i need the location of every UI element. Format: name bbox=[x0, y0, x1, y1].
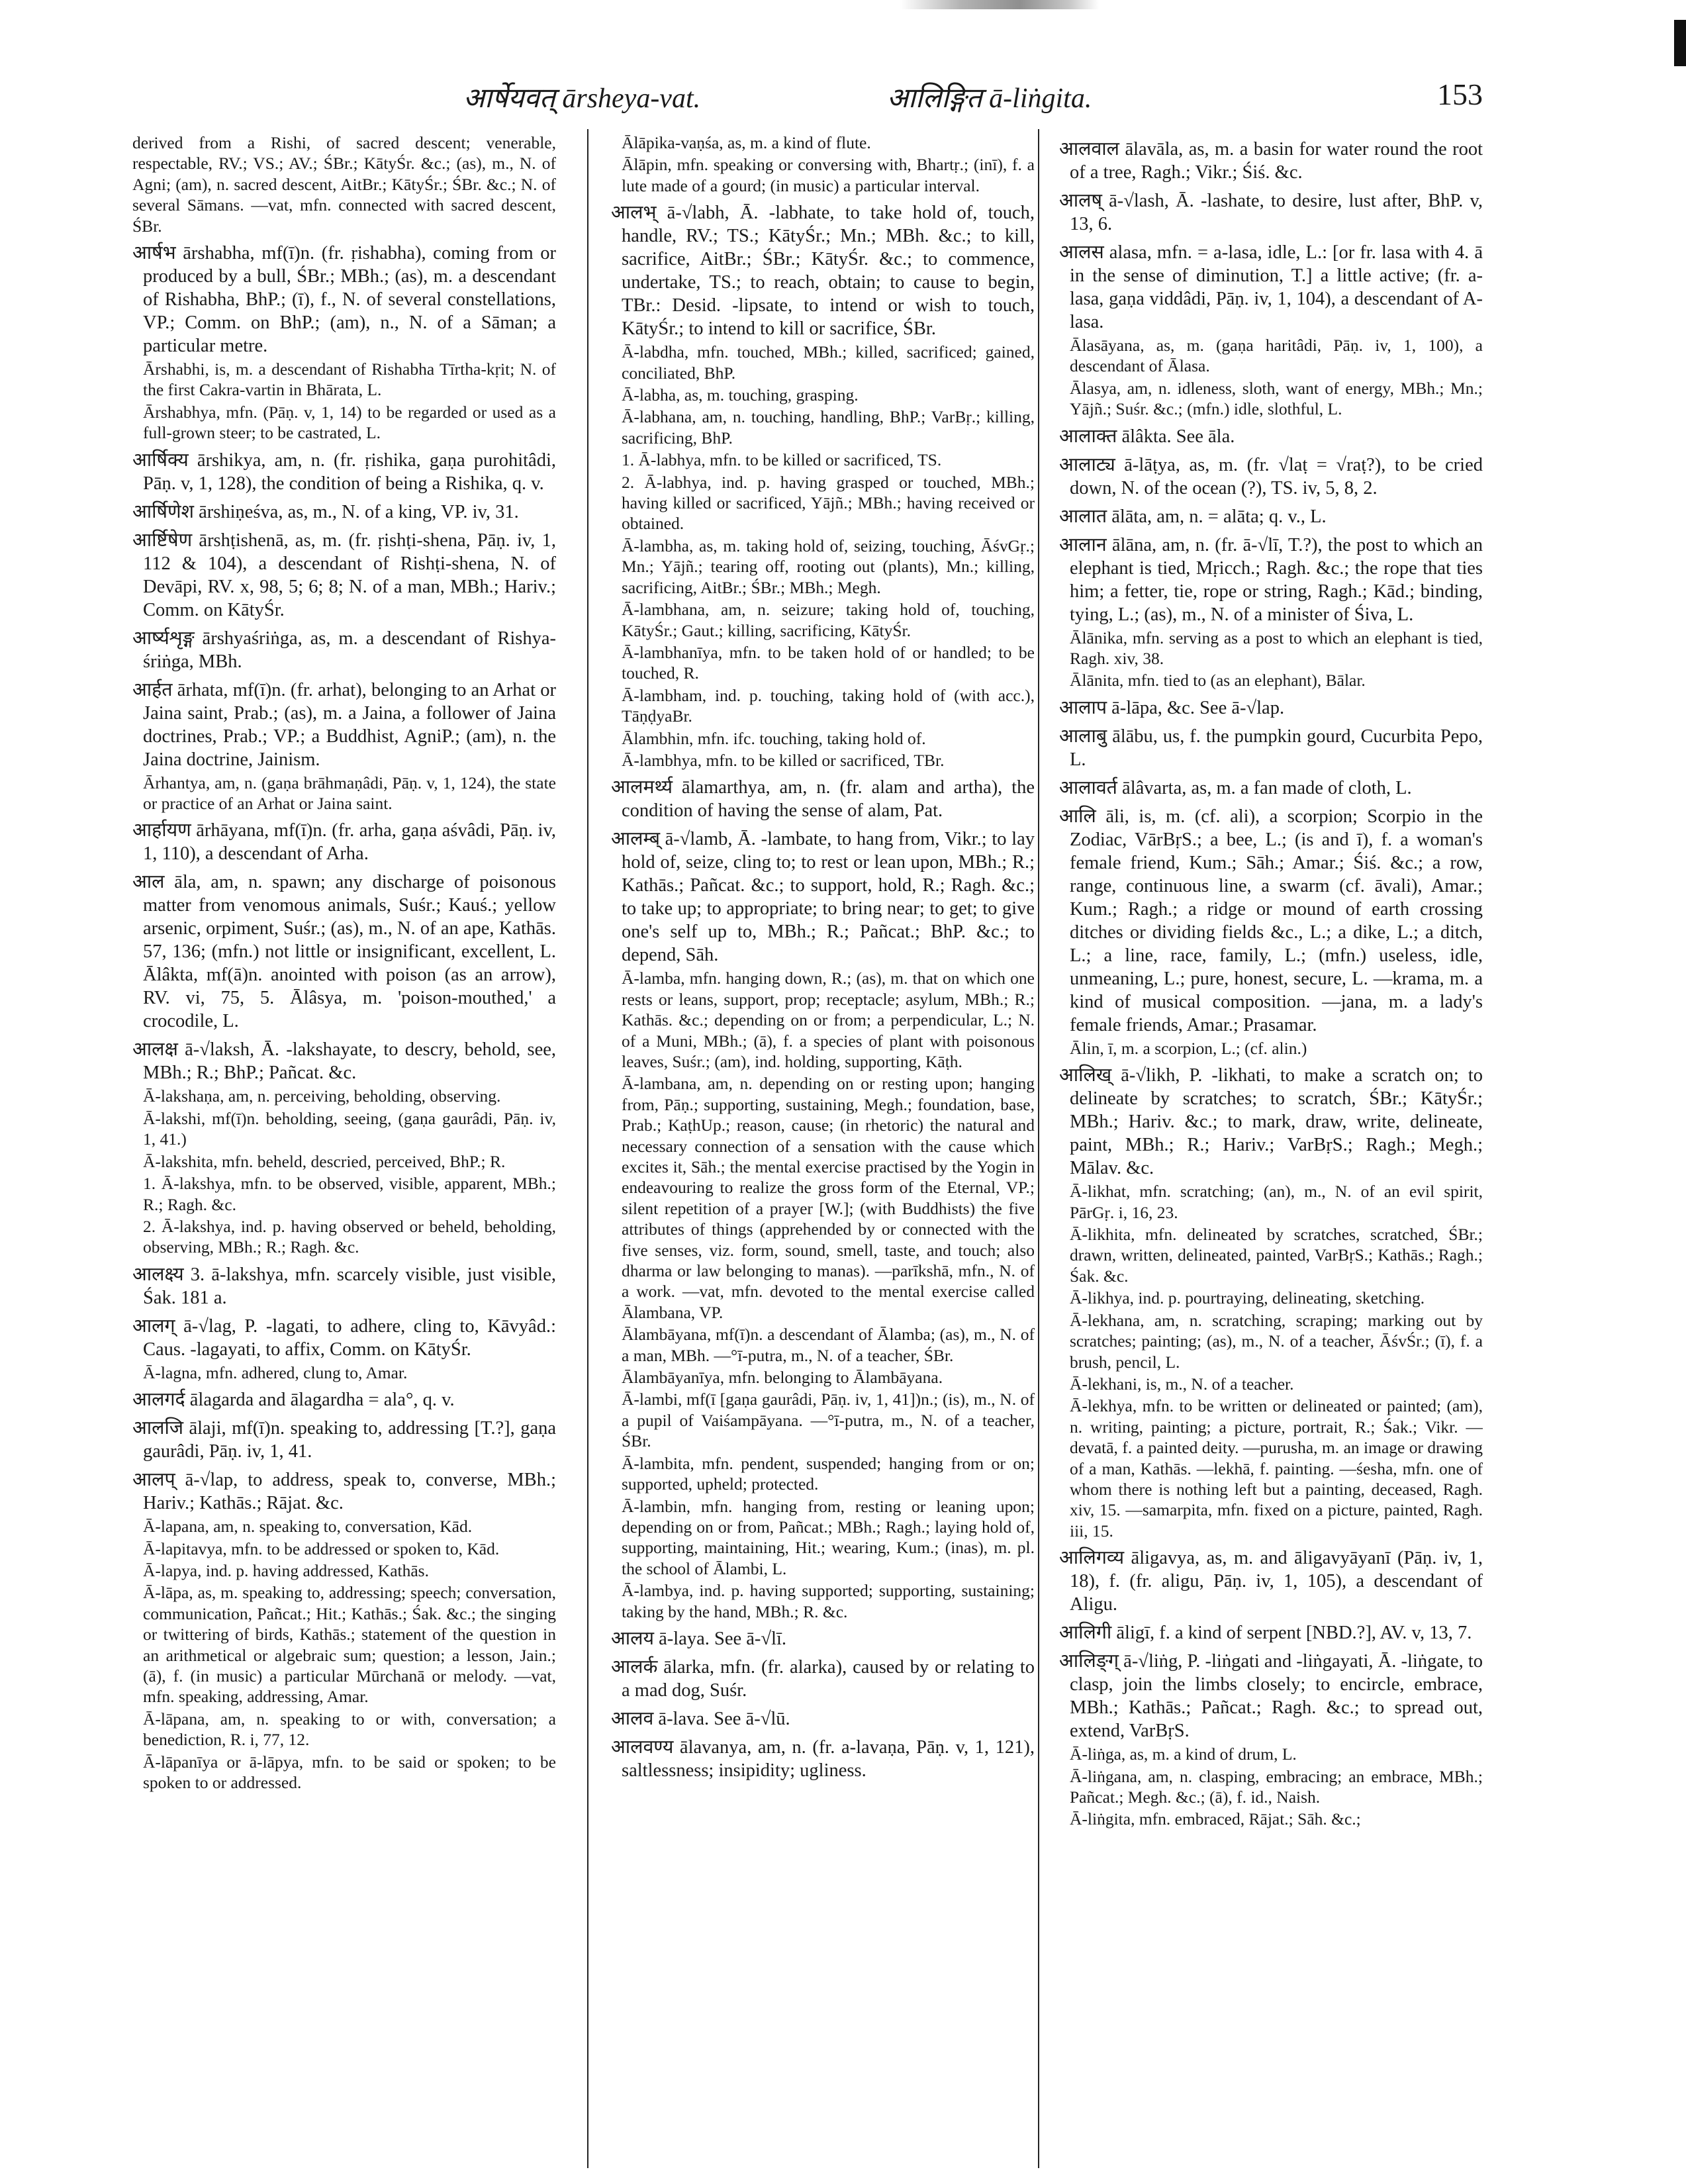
dictionary-entry: आर्ष्यशृङ्ग ārshyaśriṅga, as, m. a descendant of Rishya-śriṅga, MBh. bbox=[132, 628, 556, 672]
dictionary-subentry: Ā-labha, as, m. touching, grasping. bbox=[622, 385, 859, 405]
dictionary-entry: आलर्क ālarka, mfn. (fr. alarka), caused by or relating to a mad dog, Suśr. bbox=[611, 1656, 1035, 1701]
dictionary-subentry: 1. Ā-lakshya, mfn. to be observed, visible, apparent, MBh.; R.; Ragh. &c. bbox=[143, 1174, 556, 1214]
column-1 bbox=[132, 132, 556, 2165]
dictionary-subentry: Ā-lakshita, mfn. beheld, descried, perceived, BhP.; R. bbox=[143, 1151, 506, 1171]
dictionary-entry: आलात ālāta, am, n. = alāta; q. v., L. bbox=[1059, 506, 1327, 527]
dictionary-subentry: Ā-lamba, mfn. hanging down, R.; (as), m. that on which one rests or leans, support, prop; receptacle; asylum, MBh.; R.; Kathās. &c.; depending on or from; a perpendicular, L.; N. of a Muni, MBh.; (ā), f. a species of plant with poisonous leaves, Suśr.; (am), ind. holding, supporting, Kāṭh. bbox=[622, 969, 1035, 1071]
dictionary-entry: आलप् ā-√lap, to address, speak to, converse, MBh.; Hariv.; Kathās.; Rājat. &c. bbox=[132, 1470, 556, 1514]
dictionary-subentry: Ālānika, mfn. serving as a post to which an elephant is tied, Ragh. xiv, 38. bbox=[1070, 628, 1483, 669]
dictionary-entry: आलस alasa, mfn. = a-lasa, idle, L.: [or fr. lasa with 4. ā in the sense of diminution, T.] a little active; (fr. a-lasa, gaṇa viddâdi, Pāṇ. iv, 1, 104), a descendant of A-lasa. bbox=[1059, 242, 1483, 332]
dictionary-entry: आलावर्त ālâvarta, as, m. a fan made of cloth, L. bbox=[1059, 777, 1412, 798]
dictionary-entry: आलवण्य ālavanya, am, n. (fr. a-lavaṇa, Pāṇ. v, 1, 121), saltlessness; insipidity; ugliness. bbox=[611, 1736, 1035, 1781]
dictionary-entry: आलष् ā-√lash, Ā. -lashate, to desire, lust after, BhP. v, 13, 6. bbox=[1059, 191, 1483, 234]
dictionary-subentry: Ā-lambin, mfn. hanging from, resting or leaning upon; depending on or from, Pañcat.; MBh.; Ragh.; laying hold of, supporting, maintaining, Hit.; wearing, Kum.; (inas), m. pl. the school of Ālambi, L. bbox=[622, 1496, 1035, 1578]
dictionary-subentry: 2. Ā-lakshya, ind. p. having observed or beheld, beholding, observing, MBh.; R.; Ragh. &c. bbox=[143, 1216, 556, 1257]
dictionary-subentry: Ārhantya, am, n. (gaṇa brāhmaṇâdi, Pāṇ. v, 1, 124), the state or practice of an Arhat or Jaina saint. bbox=[143, 773, 556, 814]
dictionary-subentry: Ārshabhya, mfn. (Pāṇ. v, 1, 14) to be regarded or used as a full-grown steer; to be castrated, L. bbox=[143, 402, 556, 443]
dictionary-subentry: Ā-liṅgita, mfn. embraced, Rājat.; Sāh. &c.; bbox=[1070, 1809, 1361, 1829]
dictionary-entry: आलान ālāna, am, n. (fr. ā-√lī, T.?), the post to which an elephant is tied, Mṛicch.; Ragh. &c.; the rope that ties him; a fetter, tie, rope or string, Ragh.; Kād.; binding, tying, L.; (as), m., N. of a minister of Śiva, L. bbox=[1059, 534, 1483, 625]
dictionary-subentry: Ā-likhat, mfn. scratching; (an), m., N. of an evil spirit, PārGṛ. i, 16, 23. bbox=[1070, 1182, 1483, 1222]
dictionary-entry: आलजि ālaji, mf(ī)n. speaking to, addressing [T.?], gaṇa gaurâdi, Pāṇ. iv, 1, 41. bbox=[132, 1418, 556, 1462]
dictionary-subentry: Ā-liṅga, as, m. a kind of drum, L. bbox=[1070, 1744, 1297, 1764]
dictionary-subentry: Ā-labdha, mfn. touched, MBh.; killed, sacrificed; gained, conciliated, BhP. bbox=[622, 342, 1035, 383]
dictionary-subentry: Ā-lapana, am, n. speaking to, conversation, Kād. bbox=[143, 1517, 473, 1537]
dictionary-subentry: Ā-lakshaṇa, am, n. perceiving, beholding, observing. bbox=[143, 1086, 501, 1106]
dictionary-entry: आलि āli, is, m. (cf. ali), a scorpion; Scorpio in the Zodiac, VārBṛS.; a bee, L.; (is and ī), f. a woman's female friend, Kum.; Sāh.; Amar.; Śiś. &c.; a row, range, continuous line, a swarm (cf. āvali), Amar.; Kum.; Ragh.; a ridge or mound of earth crossing ditches or dividing fields &c., L.; a dike, L.; a ditch, L.; a line, race, family, L.; (mfn.) useless, idle, unmeaning, L.; pure, honest, secure, L. —krama, m. a kind of musical composition. —jana, m. a lady's female friends, Amar.; Prasamar. bbox=[1059, 806, 1483, 1035]
dictionary-subentry: Ālasāyana, as, m. (gaṇa haritâdi, Pāṇ. iv, 1, 100), a descendant of Ālasa. bbox=[1070, 336, 1483, 376]
dictionary-subentry: Ā-lāpana, am, n. speaking to or with, conversation; a benediction, R. i, 77, 12. bbox=[143, 1709, 556, 1750]
dictionary-subentry: Ā-lambita, mfn. pendent, suspended; hanging from or on; supported, upheld; protected. bbox=[622, 1453, 1035, 1494]
right-running-headword: आलिङ्गित ā-liṅgita. bbox=[887, 83, 1092, 114]
dictionary-subentry: Ā-lambhanīya, mfn. to be taken hold of or handled; to be touched, R. bbox=[622, 642, 1035, 683]
dictionary-entry: आलभ् ā-√labh, Ā. -labhate, to take hold of, touch, handle, RV.; TS.; KātyŚr.; Mn.; MBh. &c.; to kill, sacrifice, AitBr.; ŚBr.; KātyŚr. &c.; to commence, undertake, TS.; to reach, obtain; to cause to begin, TBr.: Desid. -lipsate, to intend or wish to touch, KātyŚr.; to intend to kill or sacrifice, ŚBr. bbox=[611, 203, 1035, 340]
dictionary-subentry: Ā-liṅgana, am, n. clasping, embracing; an embrace, MBh.; Pañcat.; Megh. &c.; (ā), f. id., Naish. bbox=[1070, 1766, 1483, 1807]
dictionary-entry: आलय ā-laya. See ā-√lī. bbox=[611, 1628, 786, 1649]
dictionary-subentry: Ālasya, am, n. idleness, sloth, want of energy, MBh.; Mn.; Yājñ.; Suśr. &c.; (mfn.) idle, slothful, L. bbox=[1070, 378, 1483, 419]
dictionary-subentry: Ālambāyanīya, mfn. belonging to Ālambāyana. bbox=[622, 1368, 943, 1388]
dictionary-subentry: Ālāpin, mfn. speaking or conversing with, Bhartṛ.; (inī), f. a lute made of a gourd; (in music) a particular interval. bbox=[622, 155, 1035, 195]
column-divider bbox=[587, 129, 588, 2168]
column-2 bbox=[611, 132, 1035, 2165]
dictionary-entry: आलमर्थ्य ālamarthya, am, n. (fr. alam and artha), the condition of having the sense of alam, Pat. bbox=[611, 777, 1035, 822]
dictionary-entry: आलिख् ā-√likh, P. -likhati, to make a scratch on; to delineate by scratches; to scratch, ŚBr.; KātyŚr.; MBh.; Hariv. &c.; to mark, draw, write, delineate, paint, MBh.; R.; Hariv.; VarBṛS.; Ragh.; Megh.; Mālav. &c. bbox=[1059, 1065, 1483, 1179]
dictionary-entry: आलवाल ālavāla, as, m. a basin for water round the root of a tree, Ragh.; Vikr.; Śiś. &c. bbox=[1059, 139, 1483, 183]
dictionary-subentry: Ā-lambi, mf(ī [gaṇa gaurâdi, Pāṇ. iv, 1, 41])n.; (is), m., N. of a pupil of Vaiśampāyana. —°ī-putra, m., N. of a teacher, ŚBr. bbox=[622, 1390, 1035, 1451]
dictionary-entry: आलाबु ālābu, us, f. the pumpkin gourd, Cucurbita Pepo, L. bbox=[1059, 726, 1483, 770]
dictionary-entry: आलिङ्ग् ā-√liṅg, P. -liṅgati and -liṅgayati, Ā. -liṅgate, to clasp, join the limbs closely; to encircle, embrace, MBh.; Kathās.; Pañcat.; Ragh. &c.; to spread out, extend, VarBṛS. bbox=[1059, 1651, 1483, 1742]
page-edge-mark bbox=[1674, 20, 1686, 66]
dictionary-entry: आर्हत ārhata, mf(ī)n. (fr. arhat), belonging to an Arhat or Jaina saint, Prab.; (as), m. a Jaina, a follower of Jaina doctrines, Prab.; VP.; a Buddhist, AgniP.; (am), n. the Jaina doctrine, Jainism. bbox=[132, 679, 556, 770]
dictionary-entry: आर्षिक्य ārshikya, am, n. (fr. ṛishika, gaṇa purohitâdi, Pāṇ. v, 1, 128), the condition of being a Rishika, q. v. bbox=[132, 450, 556, 494]
dictionary-entry: आलगर्द ālagarda and ālagardha = ala°, q. v. bbox=[132, 1390, 455, 1411]
dictionary-entry: आलिगी āligī, f. a kind of serpent [NBD.?], AV. v, 13, 7. bbox=[1059, 1623, 1472, 1644]
dictionary-subentry: Ā-lāpanīya or ā-lāpya, mfn. to be said or spoken; to be spoken to or addressed. bbox=[143, 1752, 556, 1792]
dictionary-subentry: Ā-labhana, am, n. touching, handling, BhP.; VarBṛ.; killing, sacrificing, BhP. bbox=[622, 407, 1035, 448]
dictionary-subentry: Ā-lambham, ind. p. touching, taking hold of (with acc.), TāṇḍyaBr. bbox=[622, 685, 1035, 726]
dictionary-subentry: Ā-lagna, mfn. adhered, clung to, Amar. bbox=[143, 1362, 408, 1382]
dictionary-subentry: Ā-lambhana, am, n. seizure; taking hold of, touching, KātyŚr.; Gaut.; killing, sacrificing, KātyŚr. bbox=[622, 600, 1035, 640]
dictionary-entry: आलाक्त ālâkta. See āla. bbox=[1059, 426, 1235, 447]
dictionary-subentry: Ā-lambhya, mfn. to be killed or sacrificed, TBr. bbox=[622, 750, 945, 770]
column-divider bbox=[1038, 129, 1039, 2168]
column-3 bbox=[1059, 132, 1483, 2165]
dictionary-subentry: Ā-lapya, ind. p. having addressed, Kathās. bbox=[143, 1560, 429, 1580]
dictionary-subentry: Ālambāyana, mf(ī)n. a descendant of Ālamba; (as), m., N. of a man, MBh. —°ī-putra, m., N. of a teacher, ŚBr. bbox=[622, 1325, 1035, 1365]
dictionary-entry: आर्हायण ārhāyana, mf(ī)n. (fr. arha, gaṇa aśvâdi, Pāṇ. iv, 1, 110), a descendant of Arha. bbox=[132, 820, 556, 865]
dictionary-subentry: Ā-lāpa, as, m. speaking to, addressing; speech; conversation, communication, Pañcat.; Hit.; Kathās.; Śak. &c.; the singing or twittering of birds, Kathās.; statement of the question in an arithmetical or algebraic sum; question; a lesson, Jain.; (ā), f. (in music) a particular Mūrchanā or melody. —vat, mfn. speaking, addressing, Amar. bbox=[143, 1583, 556, 1707]
dictionary-subentry: Ā-lakshi, mf(ī)n. beholding, seeing, (gaṇa gaurâdi, Pāṇ. iv, 1, 41.) bbox=[143, 1108, 556, 1149]
dictionary-subentry: 2. Ā-labhya, ind. p. having grasped or touched, MBh.; having killed or sacrificed, Yājñ.; MBh.; having received or obtained. bbox=[622, 472, 1035, 534]
dictionary-subentry: Ā-lekhana, am, n. scratching, scraping; marking out by scratches; painting; (as), m., N. of a teacher, ĀśvŚr.; (ī), f. a brush, pencil, L. bbox=[1070, 1310, 1483, 1372]
dictionary-entry: आलव ā-lava. See ā-√lū. bbox=[611, 1708, 790, 1729]
page-number: 153 bbox=[1437, 77, 1483, 111]
dictionary-subentry: Ālin, ī, m. a scorpion, L.; (cf. alin.) bbox=[1070, 1038, 1307, 1058]
dictionary-entry: आलग् ā-√lag, P. -lagati, to adhere, cling to, Kāvyâd.: Caus. -lagayati, to affix, Comm. on KātyŚr. bbox=[132, 1315, 556, 1360]
dictionary-entry: आलम्ब् ā-√lamb, Ā. -lambate, to hang from, Vikr.; to lay hold of, seize, cling to; to rest or lean upon, MBh.; R.; Kathās.; Pañcat. &c.; to support, hold, R.; Ragh. &c.; to take up; to appropriate; to bring near; to get; to give one's self up to, MBh.; R.; Pañcat.; BhP. &c.; to depend, Sāh. bbox=[611, 829, 1035, 966]
dictionary-subentry: Ā-lambha, as, m. taking hold of, seizing, touching, ĀśvGṛ.; Mn.; Yājñ.; tearing off, rooting out (plants), Mn.; killing, sacrificing, AitBr.; ŚBr.; MBh.; Megh. bbox=[622, 536, 1035, 597]
dictionary-entry: आलिगव्य āligavya, as, m. and āligavyāyanī (Pāṇ. iv, 1, 18), f. (fr. aligu, Pāṇ. iv, 1, 105), a descendant of Aligu. bbox=[1059, 1548, 1483, 1615]
page-header bbox=[132, 78, 1483, 124]
dictionary-entry: आलाट्य ā-lāṭya, as, m. (fr. √laṭ = √raṭ?), to be cried down, N. of the ocean (?), TS. iv, 5, 8, 2. bbox=[1059, 454, 1483, 499]
dictionary-subentry: Ā-likhita, mfn. delineated by scratches, scratched, ŚBr.; drawn, written, delineated, painted, VarBṛS.; Kathās.; Ragh.; Śak. &c. bbox=[1070, 1225, 1483, 1286]
dictionary-subentry: Ā-lekhya, mfn. to be written or delineated or painted; (am), n. writing, painting; a picture, portrait, R.; Śak.; Vikr. —devatā, f. a painted deity. —purusha, m. an image or drawing of a man, Kathās. —lekhā, f. painting. —śesha, mfn. one of whom there is nothing left but a painting, deceased, Ragh. xiv, 15. —samarpita, mfn. fixed on a picture, painted, Ragh. iii, 15. bbox=[1070, 1396, 1483, 1541]
dictionary-entry: आलक्ष ā-√laksh, Ā. -lakshayate, to descry, behold, see, MBh.; R.; BhP.; Pañcat. &c. bbox=[132, 1039, 556, 1084]
dictionary-subentry: Ālānita, mfn. tied to (as an elephant), Bālar. bbox=[1070, 671, 1366, 690]
left-running-headword: आर्षेयवत् ārsheya-vat. bbox=[463, 83, 701, 114]
dictionary-entry: आर्षिणेश ārshiṇeśva, as, m., N. of a king, VP. iv, 31. bbox=[132, 501, 519, 522]
dictionary-entry: आल āla, am, n. spawn; any discharge of poisonous matter from venomous animals, Suśr.; Kauś.; yellow arsenic, orpiment, Suśr.; (as), m., N. of an ape, Kathās. 57, 136; (mfn.) not little or insignificant, excellent, L. Ālâkta, mf(ā)n. anointed with poison (as an arrow), RV. vi, 75, 5. Ālâsya, m. 'poison-mouthed,' a crocodile, L. bbox=[132, 872, 556, 1032]
dictionary-subentry: Ālambhin, mfn. ifc. touching, taking hold of. bbox=[622, 728, 926, 748]
scan-artifact bbox=[900, 0, 1099, 9]
dictionary-subentry: Ā-lambana, am, n. depending on or resting upon; hanging from, Pāṇ.; supporting, sustaining, Megh.; foundation, base, Prab.; KaṭhUp.; reason, cause; (in rhetoric) the natural and necessary connection of a sensation with the cause which excites it, Sāh.; the mental exercise practised by the Yogin in endeavouring to realize the gross form of the Eternal, VP.; silent repetition of a prayer [W.]; (with Buddhists) the five attributes of things (apprehended by or connected with the five senses, viz. form, sound, smell, taste, and touch; also dharma or law belonging to manas). —parīkshā, mfn., N. of a work. —vat, mfn. devoted to the mental exercise called Ālambana, VP. bbox=[622, 1074, 1035, 1322]
dictionary-subentry: Ālāpika-vaṇśa, as, m. a kind of flute. bbox=[622, 133, 871, 152]
dictionary-entry: आलक्ष्य 3. ā-lakshya, mfn. scarcely visible, just visible, Śak. 181 a. bbox=[132, 1264, 556, 1308]
dictionary-entry: आर्षभ ārshabha, mf(ī)n. (fr. ṛishabha), coming from or produced by a bull, ŚBr.; MBh.; (as), m. a descendant of Rishabha, BhP.; (ī), f., N. of several constellations, VP.; Comm. on BhP.; (am), n., N. of a Sāman; a particular metre. bbox=[132, 243, 556, 357]
dictionary-entry: आलाप ā-lāpa, &c. See ā-√lap. bbox=[1059, 697, 1285, 718]
dictionary-subentry: 1. Ā-labhya, mfn. to be killed or sacrificed, TS. bbox=[622, 450, 942, 470]
dictionary-subentry: Ā-likhya, ind. p. pourtraying, delineating, sketching. bbox=[1070, 1288, 1425, 1308]
dictionary-entry: आर्ष्टिषेण ārshṭishenā, as, m. (fr. ṛishṭi-shena, Pāṇ. iv, 1, 112 & 104), a descendant of Rishṭi-shena, N. of Devāpi, RV. x, 98, 5; 6; 8; N. of a man, MBh.; Hariv.; Comm. on KātyŚr. bbox=[132, 530, 556, 620]
dictionary-subentry: Ā-lapitavya, mfn. to be addressed or spoken to, Kād. bbox=[143, 1539, 500, 1558]
dictionary-subentry: Ā-lekhani, is, m., N. of a teacher. bbox=[1070, 1374, 1294, 1394]
dictionary-subentry: derived from a Rishi, of sacred descent; venerable, respectable, RV.; VS.; AV.; ŚBr.; KātyŚr. &c.; (as), m., N. of Agni; (am), n. sacred descent, AitBr.; KātyŚr.; ŚBr. &c.; N. of several Sāmans. —vat, mfn. connected with sacred descent, ŚBr. bbox=[132, 133, 556, 236]
dictionary-subentry: Ā-lambya, ind. p. having supported; supporting, sustaining; taking by the hand, MBh.; R. &c. bbox=[622, 1581, 1035, 1621]
dictionary-subentry: Ārshabhi, is, m. a descendant of Rishabha Tīrtha-kṛit; N. of the first Cakra-vartin in Bhārata, L. bbox=[143, 359, 556, 400]
